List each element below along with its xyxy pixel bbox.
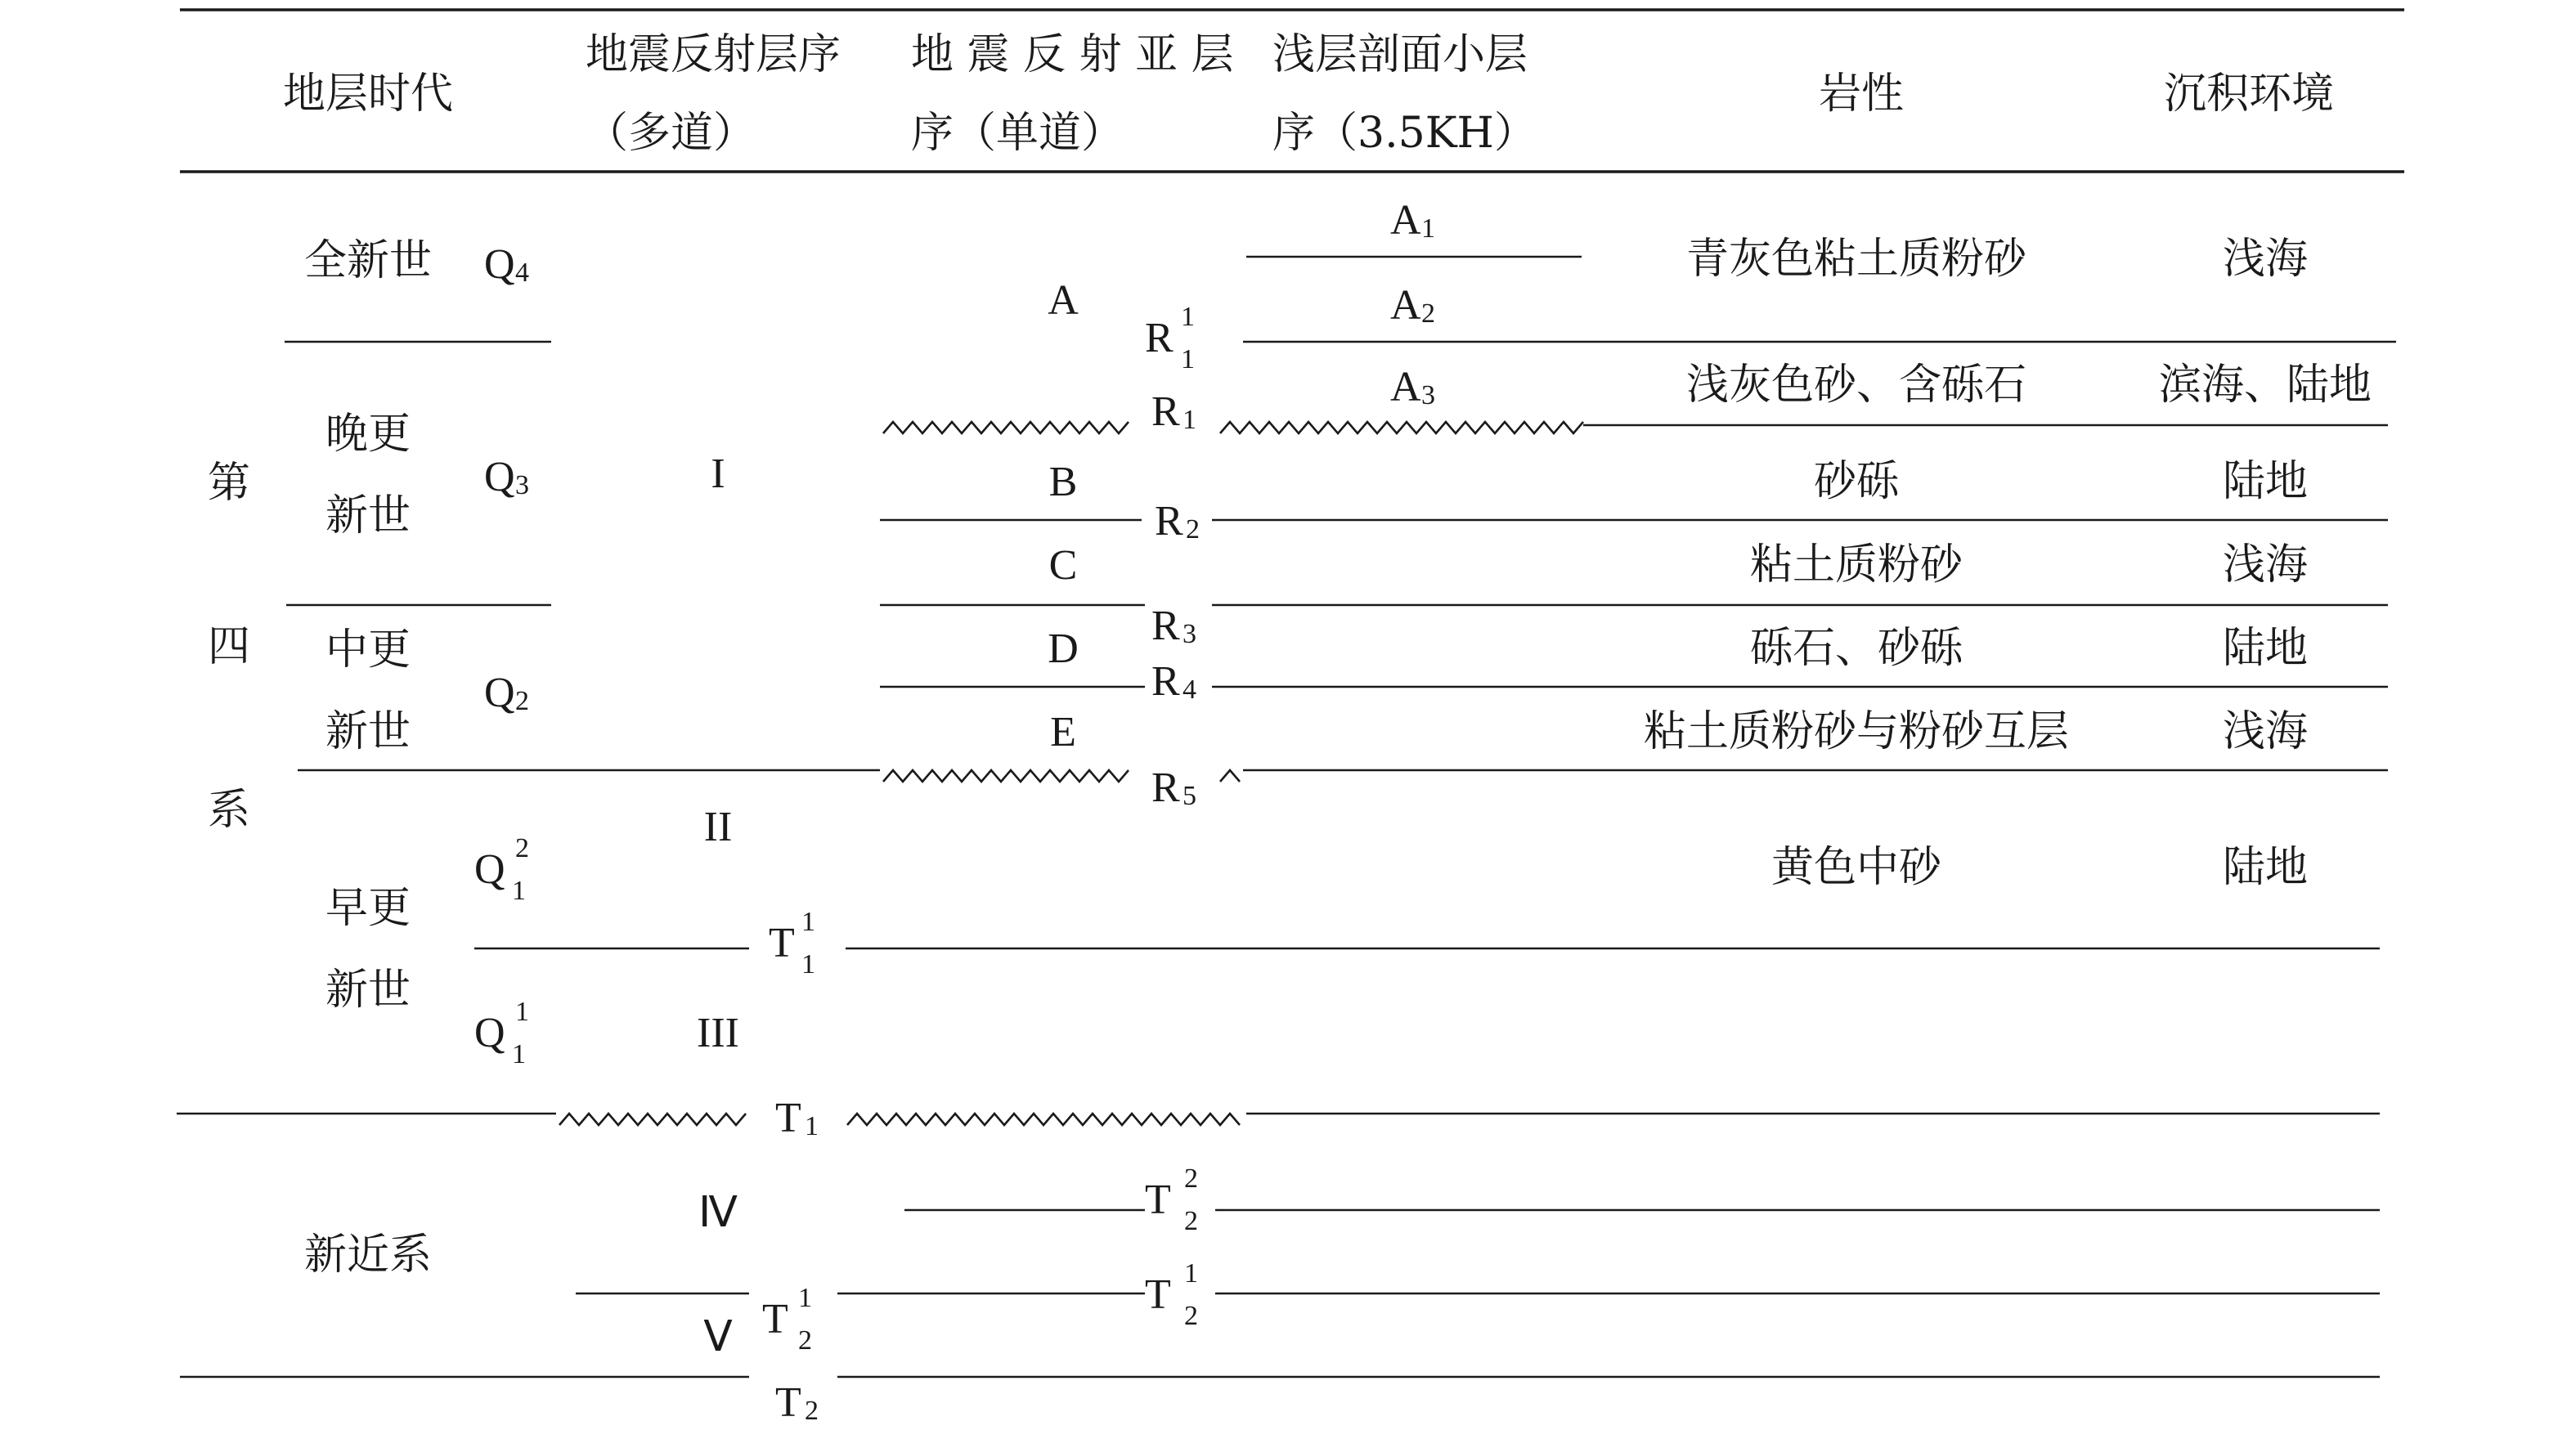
svg-text:5: 5 [1183, 781, 1196, 811]
svg-text:1: 1 [1184, 1258, 1198, 1289]
symbol-q2 [484, 670, 529, 716]
svg-text:2: 2 [1184, 1206, 1198, 1236]
environment-row-2: 滨海、陆地 [2158, 361, 2372, 410]
small-sequence-a1 [1390, 197, 1435, 244]
svg-text:2: 2 [1184, 1301, 1198, 1331]
lithology-row-2: 浅灰色砂、含砾石 [1685, 361, 2027, 410]
epoch-holocene: 全新世 [303, 236, 433, 285]
reflector-r3 [1151, 603, 1196, 649]
epoch-middle-line2: 新世 [325, 707, 411, 756]
svg-text:Q: Q [474, 1010, 505, 1056]
svg-text:3: 3 [1421, 380, 1435, 410]
svg-text:1: 1 [805, 1111, 819, 1141]
epoch-early-line2: 新世 [325, 966, 411, 1015]
subsequence-b: B [1048, 459, 1078, 505]
lithology-row-1: 青灰色粘土质粉砂 [1685, 235, 2027, 284]
small-sequence-a2 [1390, 282, 1435, 329]
environment-row-7: 陆地 [2222, 843, 2309, 892]
reflector-t1-1 [769, 907, 815, 980]
svg-text:2: 2 [805, 1396, 819, 1426]
epoch-late-line1: 晚更 [325, 410, 411, 459]
symbol-q1-1 [474, 997, 529, 1069]
header-shallow-line2: 序（3.5KH） [1272, 109, 1537, 158]
subsequence-c: C [1048, 542, 1078, 589]
epoch-late-line2: 新世 [325, 491, 411, 540]
reflector-t2-1-single [1145, 1258, 1198, 1331]
symbol-q4 [484, 241, 529, 288]
header-multi-line2: （多道） [586, 109, 756, 158]
svg-text:A: A [1390, 282, 1421, 329]
reflector-t2-1-multi [762, 1283, 812, 1356]
system-char-1: 第 [207, 459, 251, 508]
svg-text:4: 4 [515, 258, 529, 288]
svg-text:2: 2 [1184, 1163, 1198, 1194]
lithology-row-4: 粘土质粉砂 [1749, 540, 1963, 589]
sequence-1: I [711, 451, 725, 497]
sequence-5: Ⅴ [703, 1314, 733, 1361]
svg-text:R: R [1151, 603, 1180, 649]
sequence-2: II [703, 804, 733, 850]
svg-text:A: A [1390, 197, 1421, 244]
lithology-row-7: 黄色中砂 [1770, 843, 1942, 892]
svg-text:1: 1 [1421, 213, 1435, 244]
lithology-row-3: 砂砾 [1813, 457, 1900, 506]
svg-text:3: 3 [1183, 619, 1196, 649]
svg-text:T: T [775, 1379, 801, 1426]
subsequence-d: D [1048, 625, 1079, 672]
svg-text:T: T [1145, 1177, 1171, 1223]
reflector-t2 [775, 1379, 819, 1426]
svg-text:T: T [762, 1296, 788, 1343]
svg-text:2: 2 [1421, 298, 1435, 329]
svg-text:1: 1 [515, 997, 529, 1027]
header-multi-line1: 地震反射层序 [586, 30, 841, 79]
subsequence-a: A [1048, 277, 1079, 324]
header-age: 地层时代 [282, 69, 454, 119]
svg-text:Q: Q [484, 454, 515, 500]
svg-text:1: 1 [798, 1283, 812, 1313]
svg-text:R: R [1151, 764, 1180, 811]
svg-text:Q: Q [484, 670, 515, 716]
svg-text:2: 2 [515, 686, 529, 716]
svg-text:1: 1 [1183, 405, 1196, 435]
header-shallow-line1: 浅层剖面小层 [1272, 30, 1528, 79]
svg-text:1: 1 [512, 1039, 526, 1069]
svg-text:R: R [1145, 315, 1174, 361]
svg-text:1: 1 [801, 949, 815, 980]
header-single-line2: 序（单道） [911, 109, 1124, 158]
reflector-r2 [1155, 498, 1200, 545]
system-char-2: 四 [207, 622, 251, 671]
header-lithology: 岩性 [1818, 69, 1905, 119]
lithology-row-5: 砾石、砂砾 [1749, 624, 1963, 673]
svg-text:2: 2 [798, 1325, 812, 1356]
svg-text:1: 1 [512, 876, 526, 906]
svg-text:A: A [1390, 364, 1421, 410]
symbol-q1-2 [474, 833, 529, 906]
lithology-row-6: 粘土质粉砂与粉砂互层 [1643, 707, 2070, 756]
svg-text:3: 3 [515, 470, 529, 500]
sequence-3: III [697, 1010, 739, 1056]
reflector-r4 [1151, 658, 1196, 705]
svg-text:4: 4 [1183, 675, 1196, 705]
svg-text:2: 2 [1186, 514, 1200, 545]
svg-text:R: R [1151, 388, 1180, 435]
svg-text:T: T [1145, 1271, 1171, 1318]
svg-text:R: R [1151, 658, 1180, 705]
small-sequence-a3 [1390, 364, 1435, 410]
environment-row-6: 浅海 [2222, 707, 2309, 756]
system-neogene: 新近系 [303, 1231, 433, 1280]
svg-text:1: 1 [1181, 344, 1195, 374]
environment-row-3: 陆地 [2222, 457, 2309, 506]
svg-text:T: T [769, 920, 795, 966]
reflector-r1 [1151, 388, 1196, 435]
svg-text:Q: Q [484, 241, 515, 288]
reflector-t2-2 [1145, 1163, 1198, 1236]
environment-row-5: 陆地 [2222, 624, 2309, 673]
svg-text:2: 2 [515, 833, 529, 863]
symbol-q3 [484, 454, 529, 500]
reflector-t1 [775, 1095, 819, 1141]
environment-row-4: 浅海 [2222, 540, 2309, 589]
system-char-3: 系 [207, 786, 251, 835]
svg-text:1: 1 [801, 907, 815, 937]
svg-text:T: T [775, 1095, 801, 1141]
header-single-line1: 地 震 反 射 亚 层 [911, 30, 1234, 79]
sequence-4: Ⅳ [698, 1190, 738, 1236]
svg-text:R: R [1155, 498, 1183, 545]
svg-text:Q: Q [474, 846, 505, 893]
reflector-r1-1 [1145, 302, 1195, 374]
reflector-r5 [1151, 764, 1196, 811]
epoch-early-line1: 早更 [325, 884, 411, 933]
environment-row-1: 浅海 [2222, 235, 2309, 284]
header-environment: 沉积环境 [2163, 69, 2335, 119]
subsequence-e: E [1050, 709, 1076, 755]
svg-text:1: 1 [1181, 302, 1195, 332]
epoch-middle-line1: 中更 [325, 625, 411, 675]
